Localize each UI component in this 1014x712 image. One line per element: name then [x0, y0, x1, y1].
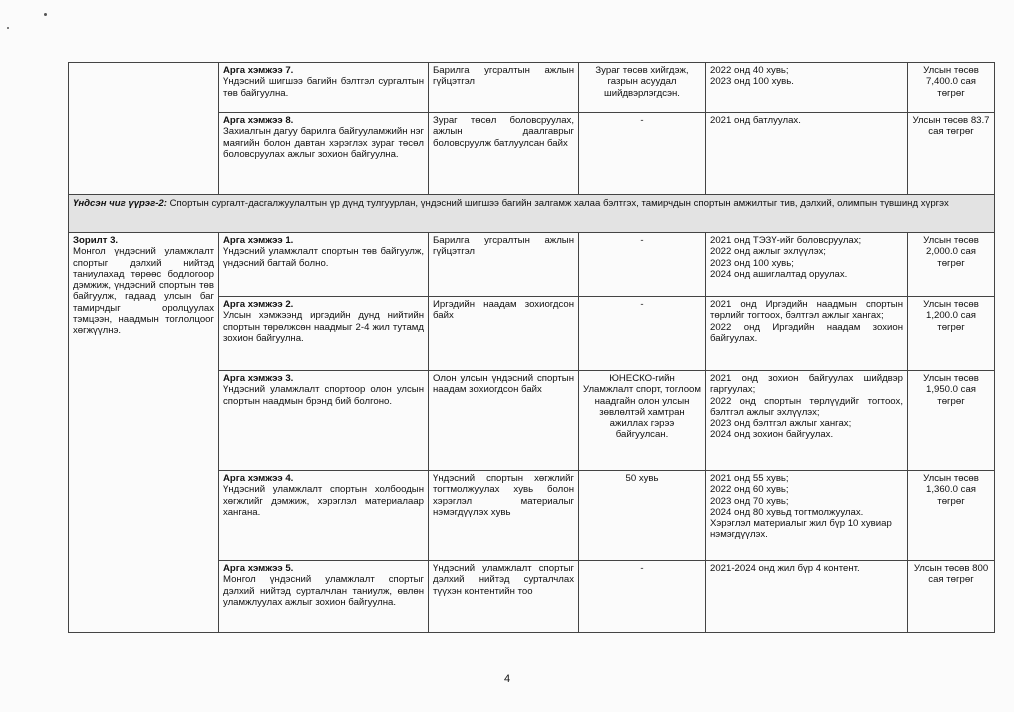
target-line: 2022 онд 60 хувь; — [710, 484, 789, 496]
target-cell — [706, 63, 908, 113]
page-number: 4 — [503, 673, 511, 685]
target-cell — [706, 297, 908, 371]
objective-cell — [69, 233, 219, 633]
target-line: 2021 онд 55 хувь; — [710, 473, 789, 484]
target-line: 2022 онд 40 хувь; — [710, 65, 789, 76]
measure-text: Үндэсний шигшээ багийн бэлтгэл сургалтын төв байгуулна. — [223, 76, 424, 99]
measure-cell — [219, 561, 429, 633]
indicator-cell: Үндэсний уламжлалт спортыг дэлхий нийтэд сурталчлах түүхэн контентийн тоо — [429, 561, 579, 633]
baseline-cell: ЮНЕСКО-гийн Уламжлалт спорт, тоглоом наадгайн олон улсын зөвлөлтэй хамтран ажиллах гэрээ байгуулсан. — [579, 371, 706, 471]
target-cell — [706, 471, 908, 561]
target-cell — [706, 561, 908, 633]
budget-cell: Улсын төсөв 7,400.0 сая төгрөг — [908, 63, 995, 113]
target-line: 2021 онд зохион байгуулах шийдвэр гаргуулах; — [710, 373, 903, 396]
target-line: Хэрэглэл материалыг жил бүр 10 хувиар нэмэгдүүлэх. — [710, 518, 892, 541]
indicator-cell: Зураг төсөл боловсруулах, ажлын даалгаврыг боловсруулж батлуулсан байх — [429, 113, 579, 195]
goal-row — [69, 195, 995, 233]
goal-cell — [69, 195, 995, 233]
measure-cell — [219, 233, 429, 297]
baseline-cell: - — [579, 233, 706, 297]
target-line: 2022 онд спортын төрлүүдийг тогтоох, бэлтгэл ажлыг эхлүүлэх; — [710, 395, 903, 418]
indicator-cell: Барилга угсралтын ажлын гүйцэтгэл — [429, 63, 579, 113]
indicator-cell: Барилга угсралтын ажлын гүйцэтгэл — [429, 233, 579, 297]
target-line: 2021 онд ТЭЗҮ-ийг боловсруулах; — [710, 235, 862, 246]
target-line: 2023 онд 70 хувь; — [710, 495, 789, 507]
indicator-cell: Иргэдийн наадам зохиогдсон байх — [429, 297, 579, 371]
budget-cell: Улсын төсөв 1,360.0 сая төгрөг — [908, 471, 995, 561]
target-line: 2021-2024 онд жил бүр 4 контент. — [710, 563, 860, 574]
measure-text: Захиалгын дагуу барилга байгууламжийн нэг маягийн болон давтан хэрэглэх зураг төсөл боловсруулах ажлыг зохион байгуулна. — [223, 126, 424, 160]
scan-speck — [7, 27, 9, 29]
objective-text: Монгол үндэсний уламжлалт спортыг дэлхий нийтэд таниулахад төрөөс бодлогоор дэмжиж, үндэсний спортын төв байгуулж, гадаад улсын баг тамирчдыг оролцуулах тэмцээн, наадмын тоглолцоог хөгжүүлнэ. — [73, 246, 214, 337]
measure-cell — [219, 371, 429, 471]
measure-cell — [219, 63, 429, 113]
objective-title: Зорилт 3. — [73, 235, 119, 246]
goal-text: Спортын сургалт-дасгалжуулалтын үр дүнд тулгуурлан, үндэсний шигшээ багийн залгамж халаа бэлтгэх, тамирчдын спортын амжилтыг тив, дэлхий, олимпын түвшинд хүргэх — [169, 198, 949, 209]
target-cell — [706, 371, 908, 471]
table-row — [69, 63, 995, 113]
budget-cell: Улсын төсөв 2,000.0 сая төгрөг — [908, 233, 995, 297]
baseline-cell: Зураг төсөв хийгдэж, газрын асуудал шийдвэрлэгдсэн. — [579, 63, 706, 113]
measure-text: Үндэсний уламжлалт спортын холбоодын хөгжлийг дэмжиж, хэрэглэл материалаар хангана. — [223, 484, 424, 518]
target-line: 2024 онд ашиглалтад оруулах. — [710, 268, 848, 280]
measure-text: Үндэсний уламжлалт спортоор олон улсын спортын наадмын брэнд бий болгоно. — [223, 384, 424, 407]
measure-title: Арга хэмжээ 1. — [223, 235, 294, 246]
goal-label: Үндсэн чиг үүрэг-2: — [73, 198, 167, 209]
baseline-cell: - — [579, 297, 706, 371]
budget-cell: Улсын төсөв 800 сая төгрөг — [908, 561, 995, 633]
target-line: 2021 онд Иргэдийн наадмын спортын төрлийг тогтоох, бэлтгэл ажлыг хангах; — [710, 299, 903, 322]
target-line: 2024 онд зохион байгуулах. — [710, 429, 834, 441]
measure-text: Үндэсний уламжлалт спортын төв байгуулж, үндэсний багтай болно. — [223, 246, 424, 269]
measure-title: Арга хэмжээ 4. — [223, 473, 294, 484]
measure-title: Арга хэмжээ 8. — [223, 115, 294, 126]
scan-speck — [44, 13, 47, 16]
measure-text: Монгол үндэсний уламжлалт спортыг дэлхий нийтэд сурталчлан таниулж, өвлөн уламжлуулах ажлыг зохион байгуулна. — [223, 574, 424, 608]
target-line: 2023 онд 100 хувь. — [710, 76, 794, 88]
indicator-cell: Олон улсын үндэсний спортын наадам зохиогдсон байх — [429, 371, 579, 471]
target-cell — [706, 113, 908, 195]
budget-cell: Улсын төсөв 83.7 сая төгрөг — [908, 113, 995, 195]
target-line: 2024 онд 80 хувьд тогтмолжуулах. — [710, 506, 864, 518]
target-line: 2023 онд 100 хувь; — [710, 257, 794, 269]
measure-cell — [219, 471, 429, 561]
target-line: 2022 онд ажлыг эхлүүлэх; — [710, 246, 826, 258]
table-row — [69, 233, 995, 297]
measure-text: Улсын хэмжээнд иргэдийн дунд нийтийн спортын төрөлжсөн наадмыг 2-4 жил тутамд зохион байгуулна. — [223, 310, 424, 344]
measure-title: Арга хэмжээ 5. — [223, 563, 294, 574]
empty-objective-cell — [69, 63, 219, 195]
budget-cell: Улсын төсөв 1,950.0 сая төгрөг — [908, 371, 995, 471]
baseline-cell: - — [579, 113, 706, 195]
measure-cell — [219, 297, 429, 371]
measure-title: Арга хэмжээ 7. — [223, 65, 294, 76]
measure-title: Арга хэмжээ 3. — [223, 373, 294, 384]
measure-cell — [219, 113, 429, 195]
budget-cell: Улсын төсөв 1,200.0 сая төгрөг — [908, 297, 995, 371]
baseline-cell: - — [579, 561, 706, 633]
indicator-cell: Үндэсний спортын хөгжлийг тогтмолжуулах хувь болон хэрэглэл материалыг нэмэгдүүлэх хувь — [429, 471, 579, 561]
target-line: 2023 онд бэлтгэл ажлыг хангах; — [710, 418, 852, 430]
target-line: 2022 онд Иргэдийн наадам зохион байгуулах. — [710, 321, 903, 344]
baseline-cell: 50 хувь — [579, 471, 706, 561]
target-cell — [706, 233, 908, 297]
measure-title: Арга хэмжээ 2. — [223, 299, 294, 310]
action-plan-table — [68, 62, 995, 633]
target-line: 2021 онд батлуулах. — [710, 115, 801, 126]
